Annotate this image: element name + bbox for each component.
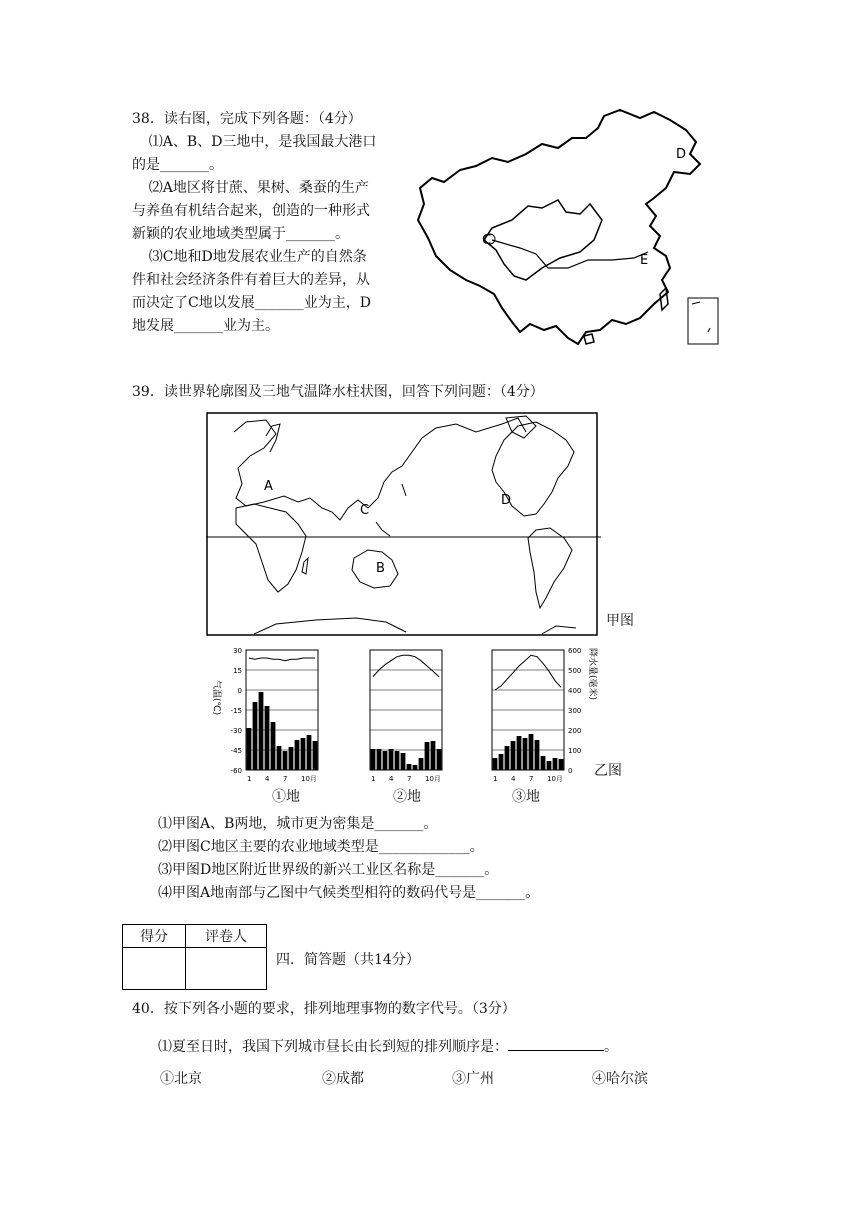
- section-4-title: 四．简答题（共14分）: [276, 952, 420, 968]
- precip-bar: [389, 749, 394, 770]
- label-d: D: [501, 493, 512, 508]
- q40-option-2: ②成都: [322, 1071, 364, 1087]
- precip-bar: [271, 722, 276, 770]
- grade-reviewer-cell[interactable]: [186, 948, 267, 990]
- grade-reviewer-header: 评卷人: [186, 925, 267, 948]
- q38-part1-cont: 的是_______。: [132, 157, 223, 173]
- hainan-island: [584, 334, 594, 344]
- precip-bar: [547, 761, 552, 770]
- precip-bar: [407, 764, 412, 770]
- precip-bar: [247, 728, 252, 770]
- caption-2: ②地: [393, 789, 421, 805]
- precip-bar: [301, 738, 306, 770]
- x-tick-label: 1: [371, 775, 376, 783]
- left-tick-label: 30: [233, 647, 242, 655]
- label-a: A: [264, 479, 273, 494]
- q38-part3-cont3: 地发展_______业为主。: [132, 318, 279, 334]
- climate-charts: [206, 640, 606, 790]
- precip-bar: [295, 740, 300, 770]
- label-c: C: [482, 233, 492, 248]
- q38-block: [132, 108, 394, 338]
- q40-s1: ⑴夏至日时，我国下列城市昼长由长到短的排列顺序是：: [158, 1039, 508, 1055]
- precip-bar: [313, 741, 318, 770]
- q38-part1: ⑴A、B、D三地中，是我国最大港口: [148, 134, 377, 150]
- q38-part3-cont2: 而决定了C地以发展_______业为主，D: [132, 295, 371, 311]
- x-tick-label: 4: [511, 775, 516, 783]
- q38-part3-cont: 件和社会经济条件有着巨大的差异，从: [132, 272, 370, 288]
- q40-option-3: ③广州: [452, 1071, 494, 1087]
- precip-bar: [259, 692, 264, 770]
- precip-bar: [265, 706, 270, 770]
- precip-bar: [307, 735, 312, 770]
- q39-title: 39．读世界轮廓图及三地气温降水柱状图，回答下列问题：（4分）: [132, 384, 544, 400]
- left-tick-label: 15: [233, 667, 242, 675]
- precip-bar: [395, 751, 400, 770]
- label-b: B: [376, 561, 385, 576]
- q39-s1: ⑴甲图A、B两地，城市更为密集是_______。: [158, 816, 438, 832]
- q40-title: 40．按下列各小题的要求，排列地理事物的数字代号。（3分）: [132, 1001, 516, 1017]
- x-tick-label: 4: [389, 775, 394, 783]
- chart-2: [370, 650, 442, 783]
- x-tick-label: 10月: [425, 775, 441, 783]
- precip-bar: [517, 736, 522, 770]
- precip-bar: [383, 751, 388, 770]
- precip-bar: [431, 741, 436, 770]
- right-axis-title: 降水量(毫米): [587, 648, 597, 701]
- right-tick-label: 300: [568, 707, 582, 715]
- chart-3: [492, 647, 581, 783]
- right-tick-label: 500: [568, 667, 582, 675]
- q40-option-4: ④哈尔滨: [592, 1071, 648, 1087]
- q40-answer-blank[interactable]: [508, 1036, 604, 1051]
- china-inner-boundary: [484, 200, 602, 280]
- grade-score-cell[interactable]: [123, 948, 186, 990]
- q39-s3: ⑶甲图D地区附近世界级的新兴工业区名称是_______。: [158, 862, 499, 878]
- precip-bar: [377, 749, 382, 770]
- precip-bar: [413, 765, 418, 770]
- grade-score-header: 得分: [123, 925, 186, 948]
- x-tick-label: 1: [493, 775, 498, 783]
- q40-s1-line: [158, 1036, 618, 1056]
- x-tick-label: 1: [247, 775, 252, 783]
- precip-bar: [425, 742, 430, 770]
- left-tick-label: -60: [230, 767, 242, 775]
- china-map: [408, 108, 728, 353]
- x-tick-label: 7: [283, 775, 288, 783]
- right-tick-label: 600: [568, 647, 582, 655]
- fig-yi-label: 乙图: [594, 763, 622, 779]
- precip-bar: [289, 747, 294, 770]
- caption-3: ③地: [512, 789, 540, 805]
- precip-bar: [499, 754, 504, 770]
- precip-bar: [553, 758, 558, 770]
- right-tick-label: 200: [568, 727, 582, 735]
- world-map: [206, 412, 601, 637]
- q40-s1-end: 。: [604, 1039, 618, 1055]
- q38-part3: ⑶C地和D地发展农业生产的自然条: [148, 249, 367, 265]
- precip-bar: [505, 746, 510, 770]
- precip-bar: [371, 749, 376, 770]
- q38-title: 38．读右图，完成下列各题：（4分）: [132, 111, 362, 127]
- precip-bar: [529, 734, 534, 770]
- precip-bar: [523, 738, 528, 770]
- x-tick-label: 10月: [301, 775, 317, 783]
- right-tick-label: 400: [568, 687, 582, 695]
- fig-jia-label: 甲图: [606, 613, 634, 629]
- x-tick-label: 10月: [547, 775, 563, 783]
- precip-bar: [253, 702, 258, 770]
- left-tick-label: 0: [237, 687, 242, 695]
- q39-s2: ⑵甲图C地区主要的农业地域类型是_____________。: [158, 839, 484, 855]
- label-e: E: [640, 253, 649, 268]
- x-tick-label: 7: [407, 775, 412, 783]
- yangtze-river: [492, 240, 648, 268]
- precip-bar: [493, 758, 498, 770]
- right-tick-label: 0: [568, 767, 573, 775]
- q39-subquestions: [158, 813, 539, 905]
- precip-bar: [541, 756, 546, 770]
- q38-part2-cont: 与养鱼有机结合起来，创造的一种形式: [132, 203, 370, 219]
- south-china-sea-inset: [688, 298, 718, 344]
- precip-bar: [511, 741, 516, 770]
- left-tick-label: -45: [230, 747, 242, 755]
- precip-bar: [419, 758, 424, 770]
- q38-part2: ⑵A地区将甘蔗、果树、桑蚕的生产: [148, 180, 369, 196]
- q40-option-1: ①北京: [160, 1071, 202, 1087]
- precip-bar: [277, 746, 282, 770]
- q38-part2-cont2: 新颖的农业地域类型属于_______。: [132, 226, 349, 242]
- left-tick-label: -15: [230, 707, 242, 715]
- china-outline: [418, 110, 700, 344]
- left-axis-title: 气温(℃): [211, 680, 221, 716]
- precip-bar: [283, 751, 288, 770]
- label-c: C: [360, 503, 370, 518]
- left-tick-label: -30: [230, 727, 242, 735]
- taiwan-island: [660, 288, 668, 310]
- q39-s4: ⑷甲图A地南部与乙图中气候类型相符的数码代号是_______。: [158, 885, 540, 901]
- label-d: D: [676, 147, 687, 162]
- precip-bar: [401, 753, 406, 770]
- precip-bar: [535, 740, 540, 770]
- grade-table: [122, 924, 267, 990]
- right-tick-label: 100: [568, 747, 582, 755]
- x-tick-label: 7: [529, 775, 534, 783]
- precip-bar: [559, 759, 564, 770]
- caption-1: ①地: [272, 789, 300, 805]
- precip-bar: [437, 749, 442, 770]
- chart-1: [231, 647, 318, 783]
- x-tick-label: 4: [265, 775, 270, 783]
